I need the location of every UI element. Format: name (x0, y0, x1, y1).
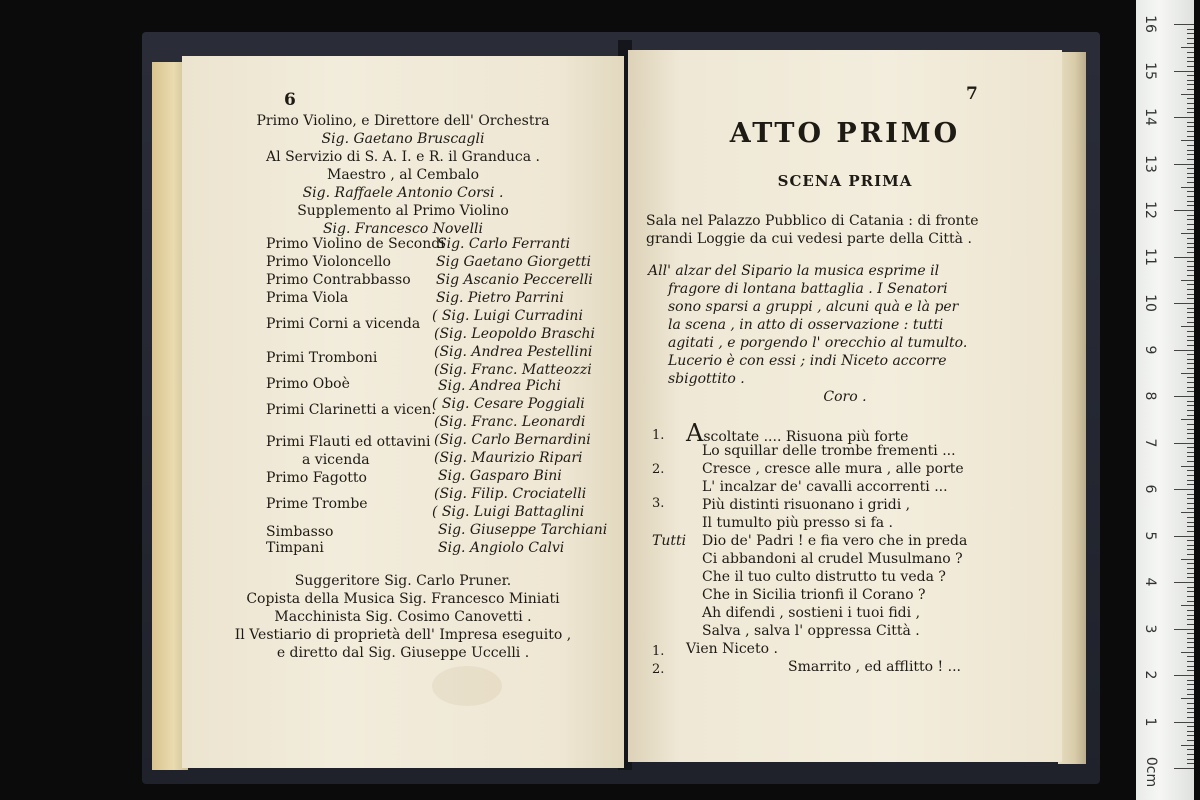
orchestra-role: Primo Fagotto (266, 470, 367, 486)
ruler-tick (1187, 563, 1194, 564)
ruler-tick (1181, 187, 1194, 188)
header-line: Primo Violino, e Direttore dell' Orchestra (256, 113, 550, 129)
ruler-tick (1187, 126, 1194, 127)
ruler-tick (1187, 224, 1194, 225)
ruler-tick (1187, 387, 1194, 388)
orchestra-role: Prime Trombe (266, 496, 368, 512)
ruler-tick (1187, 322, 1194, 323)
ruler-tick (1187, 438, 1194, 439)
ruler-tick (1187, 689, 1194, 690)
ruler-tick (1187, 712, 1194, 713)
header-line: Supplemento al Primo Violino (297, 203, 509, 219)
ruler-tick (1187, 354, 1194, 355)
ruler-tick (1187, 238, 1194, 239)
ruler-tick (1187, 680, 1194, 681)
tutti-line: Salva , salva l' oppressa Città . (702, 623, 920, 639)
ruler-tick (1187, 103, 1194, 104)
tutti-line: Ci abbandoni al crudel Musulmano ? (702, 551, 963, 567)
ruler-tick (1187, 368, 1194, 369)
ruler-tick (1187, 619, 1194, 620)
orchestra-name: (Sig. Franc. Matteozzi (434, 362, 592, 378)
orchestra-name: (Sig. Franc. Leonardi (434, 414, 586, 430)
ruler-tick (1187, 694, 1194, 695)
footer-line: e diretto dal Sig. Giuseppe Uccelli . (276, 645, 530, 661)
header-line: Maestro , al Cembalo (326, 167, 479, 183)
ruler-tick (1187, 336, 1194, 337)
ruler-tick (1187, 601, 1194, 602)
ruler-tick (1187, 61, 1194, 62)
stage-direction-line: Lucerio è con essi ; indi Niceto accorre (668, 353, 947, 369)
ruler-tick (1187, 261, 1194, 262)
tutti-line: Che in Sicilia trionfi il Corano ? (702, 587, 926, 603)
ruler-tick (1187, 461, 1194, 462)
ruler-tick (1187, 717, 1194, 718)
stage-direction-line: All' alzar del Sipario la musica esprime il (648, 263, 940, 279)
drop-cap: A (686, 419, 704, 447)
verse-text: scoltate .... Risuona più forte (703, 429, 909, 445)
ruler-tick (1187, 735, 1194, 736)
ruler-tick (1174, 396, 1194, 397)
verse-line: Il tumulto più presso si fa . (702, 515, 894, 531)
ruler-tick (1187, 215, 1194, 216)
ruler-tick (1181, 419, 1194, 420)
verse-line: Cresce , cresce alle mura , alle porte (702, 461, 964, 477)
header-line: Sig. Gaetano Bruscagli (321, 131, 485, 147)
ruler-label: 15 (1142, 61, 1158, 80)
ruler-tick (1174, 768, 1194, 769)
ruler-tick (1187, 359, 1194, 360)
ruler-tick (1187, 312, 1194, 313)
ruler-tick (1187, 456, 1194, 457)
ruler-tick (1187, 703, 1194, 704)
ruler-tick (1187, 177, 1194, 178)
ruler-tick (1187, 294, 1194, 295)
verse-line: Più distinti risuonano i gridi , (702, 497, 911, 513)
orchestra-role: Primi Clarinetti a vicen. (266, 402, 436, 418)
orchestra-name: (Sig. Leopoldo Braschi (434, 326, 595, 342)
ruler-tick (1187, 670, 1194, 671)
orchestra-role: Timpani (266, 540, 324, 556)
orchestra-role: Primo Violoncello (266, 254, 391, 270)
ruler-tick (1187, 642, 1194, 643)
act-title: ATTO PRIMO (729, 118, 961, 149)
ruler-tick (1187, 131, 1194, 132)
setting-line: grandi Loggie da cui vedesi parte della Città . (646, 231, 972, 247)
stage-direction-line: sono sparsi a gruppi , alcuni quà e là per (668, 299, 959, 315)
ruler-label: 12 (1142, 201, 1158, 219)
orchestra-name: (Sig. Andrea Pestellini (434, 344, 593, 360)
ruler-tick (1187, 112, 1194, 113)
ruler-tick (1181, 559, 1194, 560)
ruler-tick (1187, 89, 1194, 90)
ruler-tick (1181, 698, 1194, 699)
footer-line: Suggeritore Sig. Carlo Pruner. (294, 573, 512, 589)
ruler-tick (1181, 652, 1194, 653)
ruler-label: 5 (1142, 531, 1158, 540)
ruler-tick (1187, 587, 1194, 588)
chorus-heading: Coro . (823, 389, 867, 405)
ruler-tick (1174, 675, 1194, 676)
ruler-tick (1187, 633, 1194, 634)
footer-line: Copista della Musica Sig. Francesco Miniati (246, 591, 560, 607)
page-number-left: 6 (284, 90, 296, 110)
orchestra-role: Primi Flauti ed ottavini (266, 434, 431, 450)
ruler-tick (1187, 433, 1194, 434)
ruler-tick (1174, 489, 1194, 490)
ruler-tick (1174, 443, 1194, 444)
ruler-tick (1181, 605, 1194, 606)
footer-line: Macchinista Sig. Cosimo Canovetti . (274, 609, 532, 625)
ruler-tick (1187, 243, 1194, 244)
ruler-tick (1187, 731, 1194, 732)
verse-number: 2. (652, 662, 665, 677)
verse-line: L' incalzar de' cavalli accorrenti ... (702, 479, 948, 495)
ruler-tick (1187, 391, 1194, 392)
ruler-tick (1174, 210, 1194, 211)
ruler-tick (1187, 122, 1194, 123)
left-page (182, 56, 624, 768)
ruler-tick (1187, 480, 1194, 481)
header-line: Sig. Francesco Novelli (322, 221, 484, 237)
ruler-tick (1187, 661, 1194, 662)
footer-line: Il Vestiario di proprietà dell' Impresa eseguito , (234, 627, 572, 643)
ruler-tick (1187, 317, 1194, 318)
ruler-tick (1187, 75, 1194, 76)
ruler-tick (1174, 582, 1194, 583)
ruler-tick (1187, 573, 1194, 574)
ruler-tick (1187, 201, 1194, 202)
ruler-tick (1187, 526, 1194, 527)
ruler-tick (1187, 647, 1194, 648)
ruler-label: 7 (1142, 438, 1158, 447)
measuring-ruler (1136, 0, 1194, 800)
ruler-tick (1174, 536, 1194, 537)
orchestra-role: Primi Corni a vicenda (266, 316, 421, 332)
ruler-tick (1187, 749, 1194, 750)
ruler-label: 1 (1142, 717, 1158, 726)
ruler-tick (1187, 498, 1194, 499)
ruler-tick (1187, 154, 1194, 155)
verse-number: 2. (652, 462, 665, 477)
ruler-tick (1187, 666, 1194, 667)
scene-heading: SCENA PRIMA (777, 172, 913, 190)
ruler-tick (1181, 745, 1194, 746)
ruler-label: 0cm (1143, 756, 1159, 788)
ruler-tick (1187, 684, 1194, 685)
ruler-label: 3 (1142, 624, 1158, 633)
ruler-tick (1187, 596, 1194, 597)
orchestra-role: Primo Violino de Secondi (266, 236, 445, 252)
ruler-tick (1187, 266, 1194, 267)
orchestra-name: (Sig. Maurizio Ripari (434, 450, 583, 466)
ruler-tick (1181, 94, 1194, 95)
ruler-tick (1187, 540, 1194, 541)
ruler-tick (1187, 377, 1194, 378)
ruler-tick (1187, 98, 1194, 99)
ruler-tick (1187, 615, 1194, 616)
ruler-tick (1187, 494, 1194, 495)
ruler-tick (1187, 168, 1194, 169)
orchestra-role: a vicenda (302, 452, 370, 468)
stage-direction-line: agitati , e porgendo l' orecchio al tumulto. (668, 335, 968, 351)
ruler-tick (1187, 219, 1194, 220)
ruler-tick (1181, 326, 1194, 327)
ruler-tick (1174, 350, 1194, 351)
ruler-tick (1187, 229, 1194, 230)
ruler-tick (1187, 554, 1194, 555)
ruler-tick (1187, 447, 1194, 448)
verse-number: 1. (652, 428, 665, 443)
ruler-tick (1187, 136, 1194, 137)
ruler-tick (1187, 517, 1194, 518)
ruler-tick (1187, 252, 1194, 253)
ruler-tick (1187, 740, 1194, 741)
ruler-tick (1187, 508, 1194, 509)
setting-line: Sala nel Palazzo Pubblico di Catania : di fronte (646, 213, 979, 229)
ruler-tick (1187, 484, 1194, 485)
ruler-tick (1187, 340, 1194, 341)
right-page (628, 50, 1062, 762)
ruler-tick (1187, 363, 1194, 364)
ruler-tick (1187, 452, 1194, 453)
orchestra-name: Sig Gaetano Giorgetti (436, 254, 591, 270)
ruler-tick (1187, 270, 1194, 271)
ruler-tick (1187, 401, 1194, 402)
ruler-tick (1187, 247, 1194, 248)
ruler-tick (1187, 345, 1194, 346)
ruler-tick (1187, 57, 1194, 58)
ruler-tick (1181, 280, 1194, 281)
ruler-tick (1181, 140, 1194, 141)
ruler-tick (1187, 763, 1194, 764)
ruler-tick (1187, 182, 1194, 183)
ruler-tick (1187, 475, 1194, 476)
ruler-tick (1181, 466, 1194, 467)
orchestra-role: Prima Viola (266, 290, 349, 306)
ruler-tick (1187, 610, 1194, 611)
ruler-tick (1187, 29, 1194, 30)
ruler-tick (1187, 726, 1194, 727)
orchestra-name: Sig. Andrea Pichi (438, 378, 562, 394)
ruler-label: 13 (1142, 154, 1158, 173)
tutti-label: Tutti (652, 533, 687, 549)
ruler-tick (1174, 71, 1194, 72)
ruler-tick (1174, 257, 1194, 258)
orchestra-name: Sig. Angiolo Calvi (438, 540, 565, 556)
ruler-tick (1187, 410, 1194, 411)
header-line: Sig. Raffaele Antonio Corsi . (302, 185, 504, 201)
ruler-tick (1187, 568, 1194, 569)
stage-direction-line: sbigottito . (668, 371, 745, 387)
ruler-tick (1174, 722, 1194, 723)
ruler-tick (1181, 373, 1194, 374)
orchestra-name: Sig. Gasparo Bini (438, 468, 562, 484)
ruler-tick (1187, 522, 1194, 523)
ruler-tick (1187, 470, 1194, 471)
ruler-label: 10 (1142, 294, 1158, 312)
ruler-tick (1187, 284, 1194, 285)
ruler-tick (1187, 298, 1194, 299)
ruler-tick (1187, 638, 1194, 639)
orchestra-name: ( Sig. Cesare Poggiali (432, 396, 585, 412)
orchestra-name: Sig. Carlo Ferranti (437, 236, 571, 252)
verse-line: Lo squillar delle trombe frementi ... (702, 443, 956, 459)
ruler-tick (1187, 66, 1194, 67)
ruler-tick (1187, 308, 1194, 309)
ruler-tick (1187, 429, 1194, 430)
ruler-tick (1174, 629, 1194, 630)
ruler-tick (1181, 512, 1194, 513)
orchestra-name: (Sig. Carlo Bernardini (434, 432, 591, 448)
ruler-tick (1187, 173, 1194, 174)
ruler-tick (1187, 43, 1194, 44)
paper-stain (432, 666, 502, 706)
ruler-tick (1187, 708, 1194, 709)
verse-line: Smarrito , ed afflitto ! ... (788, 659, 961, 675)
ruler-tick (1187, 577, 1194, 578)
ruler-tick (1187, 754, 1194, 755)
ruler-tick (1187, 108, 1194, 109)
ruler-tick (1174, 24, 1194, 25)
orchestra-name: Sig. Pietro Parrini (436, 290, 564, 306)
ruler-tick (1174, 164, 1194, 165)
orchestra-name: ( Sig. Luigi Curradini (432, 308, 583, 324)
tutti-line: Ah difendi , sostieni i tuoi fidi , (702, 605, 921, 621)
orchestra-name: ( Sig. Luigi Battaglini (432, 504, 585, 520)
ruler-tick (1174, 303, 1194, 304)
right-page-edges (1058, 52, 1086, 764)
page-number-right: 7 (966, 84, 978, 104)
orchestra-name: Sig. Giuseppe Tarchiani (438, 522, 608, 538)
orchestra-name: Sig Ascanio Peccerelli (436, 272, 593, 288)
ruler-tick (1187, 150, 1194, 151)
ruler-label: 6 (1142, 484, 1158, 494)
orchestra-role: Primo Oboè (266, 376, 350, 392)
ruler-tick (1187, 331, 1194, 332)
ruler-tick (1187, 624, 1194, 625)
ruler-tick (1181, 233, 1194, 234)
ruler-tick (1187, 415, 1194, 416)
ruler-tick (1187, 275, 1194, 276)
ruler-tick (1187, 80, 1194, 81)
ruler-tick (1187, 33, 1194, 34)
ruler-tick (1187, 382, 1194, 383)
ruler-tick (1187, 545, 1194, 546)
ruler-tick (1187, 503, 1194, 504)
ruler-tick (1187, 549, 1194, 550)
ruler-tick (1187, 159, 1194, 160)
ruler-label: 8 (1142, 391, 1158, 401)
ruler-tick (1187, 405, 1194, 406)
header-line: Al Servizio di S. A. I. e R. il Granduca . (266, 149, 540, 165)
ruler-tick (1187, 531, 1194, 532)
ruler-tick (1187, 38, 1194, 39)
tutti-line: Che il tuo culto distrutto tu veda ? (702, 569, 946, 585)
ruler-label: 4 (1142, 577, 1158, 587)
ruler-tick (1187, 591, 1194, 592)
ruler-tick (1187, 656, 1194, 657)
ruler-label: 16 (1142, 15, 1158, 33)
tutti-line: Dio de' Padri ! e fia vero che in preda (702, 533, 968, 549)
ruler-label: 11 (1142, 247, 1158, 266)
ruler-tick (1181, 47, 1194, 48)
ruler-tick (1187, 52, 1194, 53)
orchestra-role: Primo Contrabbasso (266, 272, 411, 288)
ruler-tick (1187, 145, 1194, 146)
ruler-tick (1187, 759, 1194, 760)
ruler-tick (1187, 196, 1194, 197)
orchestra-role: Simbasso (266, 524, 334, 540)
ruler-tick (1187, 191, 1194, 192)
ruler-tick (1187, 289, 1194, 290)
ruler-label: 2 (1142, 670, 1158, 680)
orchestra-name: (Sig. Filip. Crociatelli (434, 486, 587, 502)
ruler-tick (1187, 84, 1194, 85)
ruler-label: 14 (1142, 108, 1158, 126)
orchestra-role: Primi Tromboni (266, 350, 378, 366)
verse-number: 3. (652, 496, 665, 511)
verse-line: Vien Niceto . (686, 641, 778, 657)
ruler-tick (1187, 424, 1194, 425)
ruler-tick (1174, 117, 1194, 118)
ruler-tick (1187, 205, 1194, 206)
stage-direction-line: la scena , in atto di osservazione : tutti (668, 317, 944, 333)
stage-direction-line: fragore di lontana battaglia . I Senatori (668, 281, 948, 297)
ruler-label: 9 (1142, 345, 1158, 354)
verse-number: 1. (652, 644, 665, 659)
